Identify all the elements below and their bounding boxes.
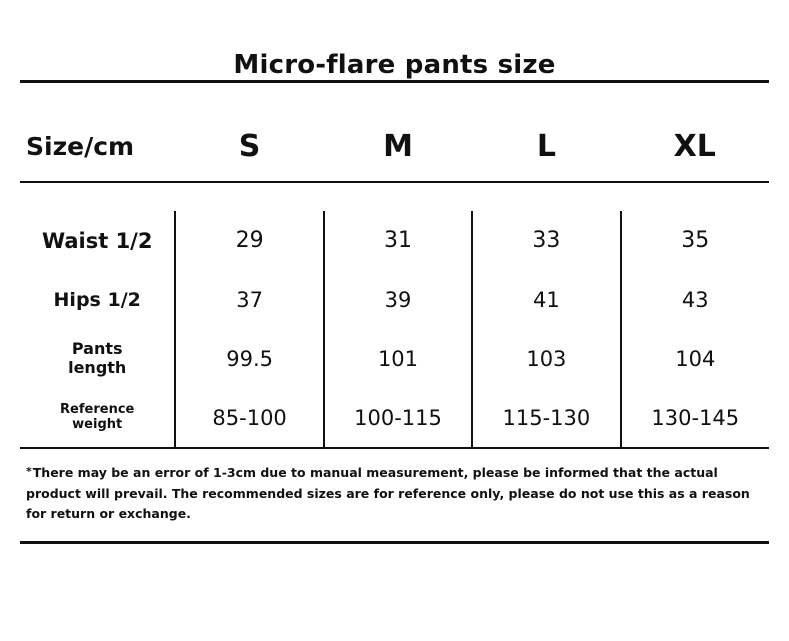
table-row <box>20 329 769 388</box>
divider-footer <box>20 541 769 544</box>
row-label-pants-length-line1: Pants <box>71 339 123 359</box>
header-size-xl: XL <box>673 128 716 164</box>
reference-weight-xl: 130-145 <box>621 388 769 447</box>
reference-weight-m: 100-115 <box>324 388 472 447</box>
divider-top <box>20 80 769 83</box>
pants-length-s: 99.5 <box>175 329 323 388</box>
page-title: Micro-flare pants size <box>233 50 556 80</box>
pants-length-l: 103 <box>472 329 620 388</box>
hips-s: 37 <box>175 270 323 329</box>
hips-xl: 43 <box>621 270 769 329</box>
header-size-l: L <box>536 128 556 164</box>
waist-xl: 35 <box>621 211 769 270</box>
header-size-s: S <box>238 128 261 164</box>
reference-weight-l: 115-130 <box>472 388 620 447</box>
row-label-hips: Hips 1/2 <box>53 288 141 311</box>
row-label-pants-length-line2: length <box>68 357 127 377</box>
disclaimer-note-text: There may be an error of 1-3cm due to manual measurement, please be informed that the actual product will prevail. The recommended sizes are for reference only, please do not use this as a reason for return or exchange. <box>26 465 750 522</box>
hips-m: 39 <box>324 270 472 329</box>
row-label-reference-weight-line2: weight <box>72 416 123 432</box>
row-label-pants-length <box>20 329 175 388</box>
reference-weight-s: 85-100 <box>175 388 323 447</box>
table-row <box>20 270 769 329</box>
asterisk-icon: * <box>26 465 32 478</box>
pants-length-m: 101 <box>324 329 472 388</box>
size-table-body <box>20 211 769 447</box>
table-row <box>20 211 769 270</box>
footer-spacer <box>0 525 789 541</box>
header-corner-label: Size/cm <box>26 131 135 161</box>
disclaimer-note <box>26 463 763 525</box>
size-table-header <box>20 111 769 181</box>
row-label-reference-weight-line1: Reference <box>60 401 135 417</box>
table-row <box>20 388 769 447</box>
divider-header-body <box>20 181 769 183</box>
waist-m: 31 <box>324 211 472 270</box>
waist-s: 29 <box>175 211 323 270</box>
size-chart-page <box>0 50 789 641</box>
row-label-waist: Waist 1/2 <box>41 228 153 253</box>
table-header-row <box>20 111 769 181</box>
row-label-reference-weight <box>20 388 175 447</box>
pants-length-xl: 104 <box>621 329 769 388</box>
waist-l: 33 <box>472 211 620 270</box>
hips-l: 41 <box>472 270 620 329</box>
divider-body-note <box>20 447 769 449</box>
header-size-m: M <box>383 128 413 164</box>
